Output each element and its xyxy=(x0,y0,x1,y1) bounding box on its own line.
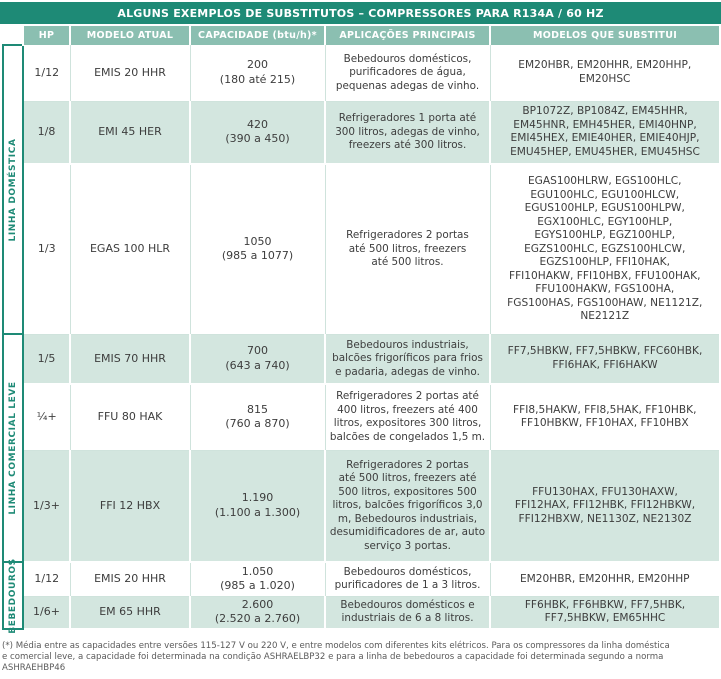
substitui-line: EGYS100HLP, EGZ100HLP, xyxy=(534,229,676,241)
table-row xyxy=(3,45,719,101)
modelo-value: EGAS 100 HLR xyxy=(89,242,170,256)
aplicacoes-cell xyxy=(325,334,490,384)
header-modelo: MODELO ATUAL xyxy=(70,26,190,45)
aplicacoes-line: 300 litros, adegas de vinho, xyxy=(335,125,480,138)
aplicacoes-line: e padaria, adegas de vinho. xyxy=(335,365,480,378)
substitui-line: FFI12HAX, FFI12HBK, FFI12HBKW, xyxy=(514,499,696,511)
capacidade-line: 1.190 xyxy=(241,491,274,505)
substitui-line: EMU45HEP, EMU45HER, EMU45HSC xyxy=(510,145,700,158)
header-substitui: MODELOS QUE SUBSTITUI xyxy=(490,26,719,45)
modelo-value: FFU 80 HAK xyxy=(97,410,163,424)
group-label-text: BEBEDOUROS xyxy=(7,557,18,634)
capacidade-cell xyxy=(190,450,325,562)
aplicacoes-cell xyxy=(325,596,490,629)
header-blank xyxy=(3,26,23,45)
substitui-line: FF10HBKW, FF10HAX, FF10HBX xyxy=(520,417,689,430)
header-row xyxy=(3,26,719,45)
capacidade-line: 815 xyxy=(247,402,268,416)
capacidade-line: (390 a 450) xyxy=(225,132,290,146)
substitui-cell xyxy=(490,45,719,101)
hp-cell xyxy=(23,45,70,101)
substitui-line: FFI12HBXW, NE1130Z, NE2130Z xyxy=(518,512,692,525)
table-row xyxy=(3,596,719,629)
hp-cell xyxy=(23,101,70,164)
modelo-cell xyxy=(70,334,190,384)
substitui-cell xyxy=(490,334,719,384)
modelo-cell xyxy=(70,101,190,164)
substitui-line: FFI10HAKW, FFI10HBX, FFU100HAK, xyxy=(509,269,701,282)
substitui-line: BP1072Z, BP1084Z, EM45HHR, xyxy=(522,105,688,118)
capacidade-line: 1050 xyxy=(243,234,272,248)
substitui-line: FF6HBK, FF6HBKW, FF7,5HBK, xyxy=(524,598,686,611)
hp-value: 1/3 xyxy=(37,242,56,256)
modelo-value: EMI 45 HER xyxy=(98,125,162,139)
footnote-line: ASHRAEHBP46 xyxy=(2,663,66,673)
substitui-cell xyxy=(490,101,719,164)
substitui-cell xyxy=(490,596,719,629)
capacidade-cell xyxy=(190,596,325,629)
aplicacoes-line: desumidificadores de ar, auto xyxy=(329,526,486,538)
aplicacoes-cell xyxy=(325,450,490,562)
substitui-cell xyxy=(490,450,719,562)
capacidade-line: (180 até 215) xyxy=(219,72,296,86)
hp-value: 1/3+ xyxy=(33,498,60,512)
aplicacoes-cell xyxy=(325,562,490,596)
substitui-line: EGAS100HLRW, EGS100HLC, xyxy=(527,175,682,187)
header-capacidade: CAPACIDADE (btu/h)* xyxy=(190,26,325,45)
modelo-cell xyxy=(70,562,190,596)
substitui-line: EMI45HEX, EMIE40HER, EMIE40HJP, xyxy=(510,132,700,145)
substitutes-table xyxy=(2,26,719,634)
capacidade-cell xyxy=(190,562,325,596)
capacidade-line: (2.520 a 2.760) xyxy=(214,612,301,626)
aplicacoes-line: Bebedouros domésticos e xyxy=(340,598,475,611)
aplicacoes-line: Refrigeradores 2 portas até xyxy=(336,390,479,403)
substitui-line: NE2121Z xyxy=(580,310,630,322)
table-row xyxy=(3,334,719,384)
hp-value: 1/12 xyxy=(34,65,60,79)
capacidade-cell xyxy=(190,101,325,164)
modelo-cell xyxy=(70,596,190,629)
capacidade-cell xyxy=(190,164,325,334)
substitui-line: EM20HBR, EM20HHR, EM20HHP xyxy=(519,572,690,585)
aplicacoes-line: balcões frigoríficos para frios xyxy=(332,352,483,364)
table-row xyxy=(3,101,719,164)
modelo-value: EM 65 HHR xyxy=(99,605,161,619)
substitui-line: EGUS100HLP, EGUS100HLPW, xyxy=(524,202,685,214)
hp-cell xyxy=(23,164,70,334)
aplicacoes-line: Bebedouros domésticos, xyxy=(343,565,472,578)
modelo-value: FFI 12 HBX xyxy=(99,498,161,512)
hp-value: 1/5 xyxy=(37,351,56,365)
aplicacoes-line: industriais de 6 a 8 litros. xyxy=(341,612,474,625)
capacidade-cell xyxy=(190,334,325,384)
aplicacoes-line: pequenas adegas de vinho. xyxy=(335,79,480,92)
aplicacoes-line: serviço 3 portas. xyxy=(364,539,451,552)
substitui-line: FF7,5HBKW, FF7,5HBKW, FFC60HBK, xyxy=(507,345,703,358)
substitui-line: FGS100HAS, FGS100HAW, NE1121Z, xyxy=(507,296,703,309)
capacidade-line: (1.100 a 1.300) xyxy=(214,505,301,519)
capacidade-line: (985 a 1077) xyxy=(221,249,294,263)
modelo-value: EMIS 20 HHR xyxy=(94,572,166,586)
aplicacoes-cell xyxy=(325,164,490,334)
modelo-value: EMIS 70 HHR xyxy=(94,351,166,365)
aplicacoes-line: purificadores de água, xyxy=(349,66,466,78)
aplicacoes-cell xyxy=(325,101,490,164)
modelo-cell xyxy=(70,45,190,101)
modelo-cell xyxy=(70,450,190,562)
substitui-line: EM45HNR, EMH45HER, EMI40HNP, xyxy=(513,118,697,131)
table-row xyxy=(3,384,719,450)
substitui-cell xyxy=(490,164,719,334)
hp-cell xyxy=(23,334,70,384)
aplicacoes-line: balcões de congelados 1,5 m. xyxy=(329,430,486,443)
aplicacoes-cell xyxy=(325,45,490,101)
aplicacoes-line: Refrigeradores 2 portas xyxy=(346,229,469,241)
capacidade-line: 420 xyxy=(247,117,268,131)
hp-value: ¼+ xyxy=(36,410,57,424)
table-body xyxy=(3,45,719,634)
aplicacoes-line: litros, balcões frigoríficos 3,0 xyxy=(332,499,483,511)
substitui-cell xyxy=(490,384,719,450)
table-row xyxy=(3,562,719,596)
modelo-value: EMIS 20 HHR xyxy=(94,65,166,79)
table-row xyxy=(3,450,719,562)
group-label-text: LINHA DOMÉSTICA xyxy=(7,137,18,242)
hp-value: 1/8 xyxy=(37,125,56,139)
substitui-line: FFI8,5HAKW, FFI8,5HAK, FF10HBK, xyxy=(513,403,697,416)
capacidade-line: 1.050 xyxy=(241,564,274,578)
aplicacoes-line: Refrigeradores 2 portas xyxy=(346,458,469,471)
capacidade-line: (643 a 740) xyxy=(225,358,290,372)
hp-cell xyxy=(23,562,70,596)
footnote-line: e comercial leve, a capacidade foi determinada na condição ASHRAELBP32 e para a linha de bebedouros a capacidade foi determinada segundo a norma xyxy=(2,652,664,662)
capacidade-line: (985 a 1.020) xyxy=(220,579,295,593)
capacidade-line: 700 xyxy=(247,344,268,358)
aplicacoes-line: até 500 litros. xyxy=(371,256,444,268)
aplicacoes-line: Bebedouros industriais, xyxy=(346,338,469,351)
hp-cell xyxy=(23,384,70,450)
aplicacoes-line: 500 litros, expositores 500 xyxy=(338,485,477,498)
substitui-line: FF7,5HBKW, EM65HHC xyxy=(544,612,666,625)
aplicacoes-cell xyxy=(325,384,490,450)
substitui-cell xyxy=(490,562,719,596)
aplicacoes-line: até 500 litros, freezers xyxy=(348,242,467,255)
substitui-line: FFU130HAX, FFU130HAXW, xyxy=(532,485,678,498)
capacidade-line: 2.600 xyxy=(241,597,274,611)
footnote xyxy=(2,641,718,674)
group-label-domestica xyxy=(3,45,23,334)
substitui-line: EGU100HLC, EGU100HLCW, xyxy=(530,188,680,201)
substitui-line: EGZS100HLP, FFI10HAK, xyxy=(539,256,670,268)
modelo-cell xyxy=(70,384,190,450)
substitui-line: EGZS100HLC, EGZS100HLCW, xyxy=(524,242,686,255)
substitui-line: EM20HBR, EM20HHR, EM20HHP, xyxy=(518,59,692,72)
table-row xyxy=(3,164,719,334)
aplicacoes-line: m, Bebedouros industriais, xyxy=(337,512,478,525)
substitui-line: EM20HSC xyxy=(579,72,631,85)
aplicacoes-line: Refrigeradores 1 porta até xyxy=(338,112,477,124)
hp-value: 1/6+ xyxy=(33,605,60,619)
capacidade-cell xyxy=(190,384,325,450)
group-label-bebedouros xyxy=(3,557,23,634)
substitui-line: FFU100HAKW, FGS100HA, xyxy=(535,283,675,295)
hp-value: 1/12 xyxy=(34,572,60,586)
header-hp: HP xyxy=(23,26,70,45)
hp-cell xyxy=(23,596,70,629)
group-label-text: LINHA COMERCIAL LEVE xyxy=(7,381,18,515)
aplicacoes-line: Bebedouros domésticos, xyxy=(343,52,472,65)
aplicacoes-line: 400 litros, freezers até 400 xyxy=(337,403,478,416)
modelo-cell xyxy=(70,164,190,334)
group-label-comercial xyxy=(3,334,23,562)
capacidade-line: (760 a 870) xyxy=(225,417,290,431)
aplicacoes-line: litros, expositores 300 litros, xyxy=(333,417,482,430)
aplicacoes-line: até 500 litros, freezers até xyxy=(338,472,477,484)
hp-cell xyxy=(23,450,70,562)
footnote-line: (*) Média entre as capacidades entre versões 115-127 V ou 220 V, e entre modelos com diferentes kits elétricos. Para os compressores da linha doméstica xyxy=(2,641,670,651)
capacidade-cell xyxy=(190,45,325,101)
aplicacoes-line: purificadores de 1 a 3 litros. xyxy=(334,579,481,592)
substitui-line: FFI6HAK, FFI6HAKW xyxy=(552,358,658,371)
aplicacoes-line: freezers até 300 litros. xyxy=(348,139,467,151)
capacidade-line: 200 xyxy=(247,58,268,72)
table-title: ALGUNS EXEMPLOS DE SUBSTITUTOS – COMPRESSORES PARA R134A / 60 HZ xyxy=(0,2,721,24)
substitui-line: EGX100HLC, EGY100HLP, xyxy=(537,215,673,228)
header-aplicacoes: APLICAÇÕES PRINCIPAIS xyxy=(325,26,490,45)
